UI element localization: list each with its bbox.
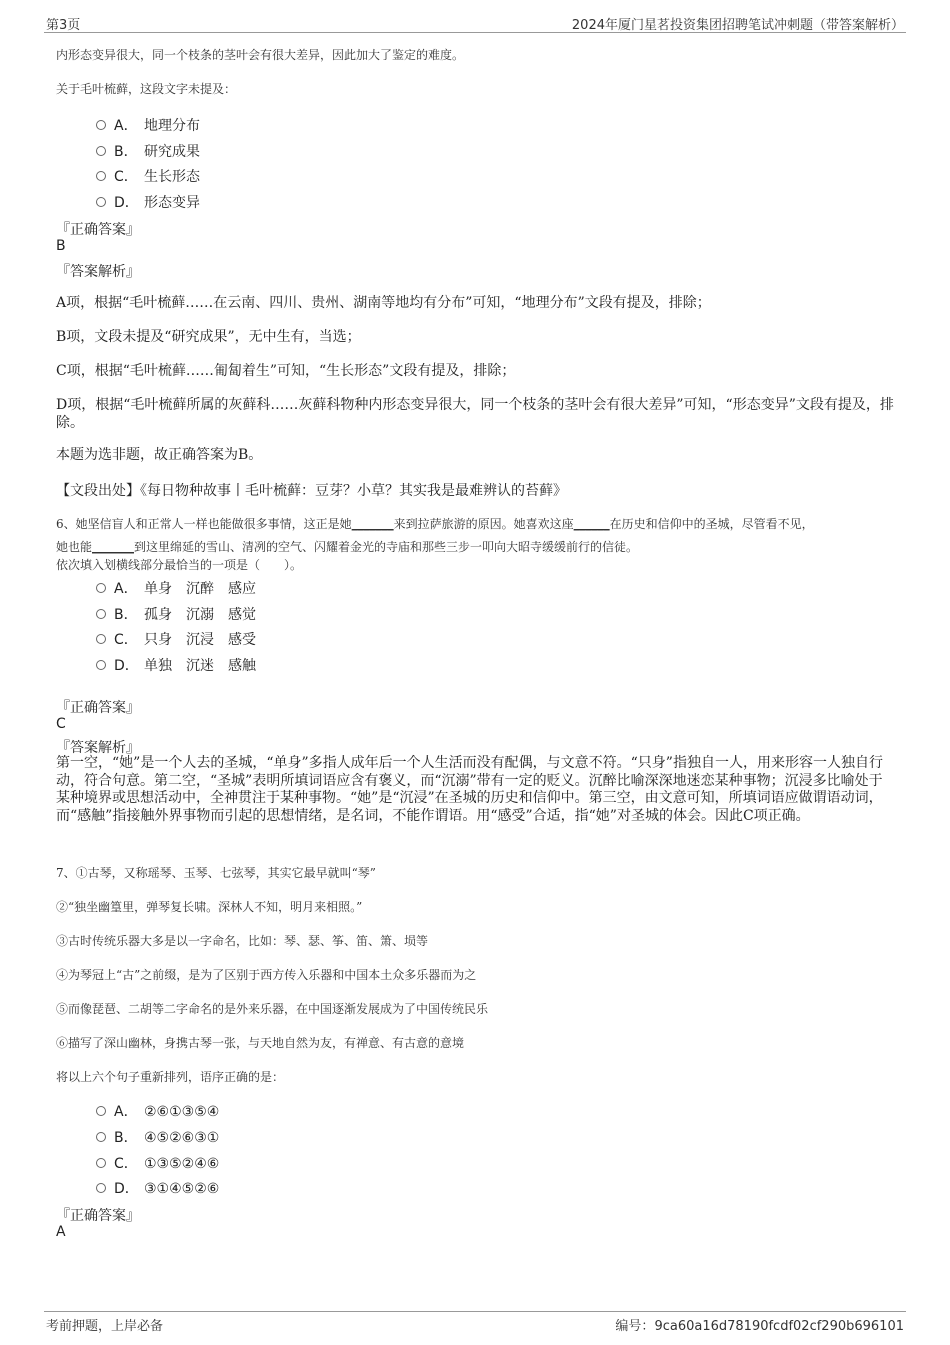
- option-letter: C．: [114, 169, 138, 185]
- q7-sentence-3: ③古时传统乐器大多是以一字命名，比如：琴、瑟、筝、笛、箫、埙等: [56, 934, 429, 948]
- option-letter: B．: [114, 1130, 138, 1146]
- option-text: 只身 沉浸 感受: [144, 632, 256, 648]
- q6-stem-text: 6、她坚信盲人和正常人一样也能做很多事情，这正是她: [56, 517, 352, 531]
- q5-analysis-d: D项，根据“毛叶梳藓所属的灰藓科……灰藓科物种内形态变异很大，同一个枝条的茎叶会有很大差异”可知，“形态变异”文段有提及，排除。: [56, 397, 894, 431]
- q6-stem-text: 她也能: [56, 540, 93, 554]
- option-text: ③①④⑤②⑥: [144, 1181, 220, 1197]
- q7-sentence-2: ②“独坐幽篁里，弹琴复长啸。深林人不知，明月来相照。”: [56, 900, 363, 914]
- q6-answer-label: 『正确答案』: [56, 700, 140, 716]
- q6-stem-line2: [56, 538, 638, 555]
- q6-answer: C: [56, 716, 66, 732]
- q7-answer-label: 『正确答案』: [56, 1208, 140, 1224]
- q7-option-c[interactable]: [96, 1153, 219, 1173]
- q7-sentence-6: ⑥描写了深山幽林，身携古琴一张，与天地自然为友，有禅意、有古意的意境: [56, 1036, 465, 1050]
- q6-analysis-label: 『答案解析』: [56, 740, 140, 756]
- document-title: 2024年厦门星茗投资集团招聘笔试冲刺题（带答案解析）: [571, 18, 904, 33]
- q5-conclusion: 本题为选非题，故正确答案为B。: [56, 447, 263, 463]
- q5-option-a[interactable]: [96, 115, 200, 135]
- q5-option-d[interactable]: [96, 192, 200, 212]
- option-text: 生长形态: [144, 169, 200, 185]
- option-text: ①③⑤②④⑥: [144, 1156, 220, 1172]
- q6-blank-1: _______: [351, 517, 394, 531]
- q5-analysis-label: 『答案解析』: [56, 264, 140, 280]
- q6-stem-line3: 依次填入划横线部分最恰当的一项是（ ）。: [56, 558, 303, 572]
- q6-option-d[interactable]: [96, 655, 256, 675]
- footer-slogan: 考前押题，上岸必备: [46, 1319, 164, 1334]
- q5-analysis-b: B项，文段未提及“研究成果”，无中生有，当选；: [56, 329, 361, 345]
- radio-icon[interactable]: [96, 197, 106, 207]
- q6-stem-text: 到这里绵延的雪山、清冽的空气、闪耀着金光的寺庙和那些三步一叩向大昭寺缓缓前行的信徒。: [134, 540, 639, 554]
- option-letter: D．: [114, 658, 139, 674]
- page-footer: [44, 1311, 906, 1334]
- option-letter: B．: [114, 144, 138, 160]
- q7-option-a[interactable]: [96, 1101, 219, 1121]
- option-letter: D．: [114, 1181, 139, 1197]
- option-text: 单身 沉醉 感应: [144, 581, 256, 597]
- q6-blank-3: _______: [92, 540, 135, 554]
- q5-source: 【文段出处】《每日物种故事丨毛叶梳藓：豆芽？小草？其实我是最难辨认的苔藓》: [56, 483, 567, 499]
- radio-icon[interactable]: [96, 660, 106, 670]
- option-letter: D．: [114, 195, 139, 211]
- q6-stem-text: 来到拉萨旅游的原因。她喜欢这座: [393, 517, 574, 531]
- document-code: [615, 1315, 904, 1334]
- option-letter: C．: [114, 1156, 138, 1172]
- q6-stem-line1: [56, 515, 814, 532]
- q5-stem: 关于毛叶梳藓，这段文字未提及：: [56, 82, 237, 96]
- code-label: 编号：: [615, 1319, 655, 1334]
- q7-sentence-4: ④为琴冠上“古”之前缀，是为了区别于西方传入乐器和中国本土众多乐器而为之: [56, 968, 477, 982]
- q7-stem: 将以上六个句子重新排列，语序正确的是：: [56, 1070, 285, 1084]
- q6-analysis: 第一空，“她”是一个人去的圣城，“单身”多指人成年后一个人生活而没有配偶，与文意不符。“只身”指独自一人，用来形容一人独自行动，符合句意。第二空，“圣城”表明所填词语应含有褒义，而“沉溺”带有一定的贬义。沉醉比喻深深地迷恋某种事物；沉浸多比喻处于某种境界或思想活动中，全神贯注于某种事物。“她”是“沉浸”在圣城的历史和信仰中。第三空，由文意可知，所填词语应做谓语动词，而“感触”指接触外界事物而引起的思想情绪，是名词，不能作谓语。用“感受”合适，指“她”对圣城的体会。因此C项正确。: [56, 755, 883, 824]
- option-letter: B．: [114, 607, 138, 623]
- radio-icon[interactable]: [96, 171, 106, 181]
- q6-blank-2: ______: [573, 517, 610, 531]
- option-letter: A．: [114, 118, 138, 134]
- code-value: 9ca60a16d78190fcdf02cf290b696101: [654, 1319, 904, 1334]
- page-number: 第3页: [46, 18, 81, 33]
- option-letter: A．: [114, 581, 138, 597]
- q5-option-b[interactable]: [96, 141, 200, 161]
- q7-option-d[interactable]: [96, 1178, 219, 1198]
- radio-icon[interactable]: [96, 583, 106, 593]
- option-text: 单独 沉迷 感触: [144, 658, 256, 674]
- q5-analysis-a: A项，根据“毛叶梳藓……在云南、四川、贵州、湖南等地均有分布”可知，“地理分布”文段有提及，排除；: [56, 295, 711, 311]
- q7-sentence-5: ⑤而像琵琶、二胡等二字命名的是外来乐器，在中国逐渐发展成为了中国传统民乐: [56, 1002, 489, 1016]
- page-header: [44, 12, 906, 33]
- q5-answer-label: 『正确答案』: [56, 222, 140, 238]
- q7-answer: A: [56, 1224, 66, 1240]
- radio-icon[interactable]: [96, 1158, 106, 1168]
- q5-option-c[interactable]: [96, 166, 200, 186]
- q6-stem-text: 在历史和信仰中的圣城，尽管看不见，: [609, 517, 814, 531]
- q7-option-b[interactable]: [96, 1127, 219, 1147]
- q6-option-c[interactable]: [96, 629, 256, 649]
- option-letter: C．: [114, 632, 138, 648]
- q5-answer: B: [56, 238, 66, 254]
- radio-icon[interactable]: [96, 120, 106, 130]
- radio-icon[interactable]: [96, 146, 106, 156]
- q5-intro: 内形态变异很大，同一个枝条的茎叶会有很大差异，因此加大了鉴定的难度。: [56, 48, 465, 62]
- option-text: ④⑤②⑥③①: [144, 1130, 220, 1146]
- option-letter: A．: [114, 1104, 138, 1120]
- option-text: 研究成果: [144, 144, 200, 160]
- radio-icon[interactable]: [96, 634, 106, 644]
- option-text: 形态变异: [144, 195, 200, 211]
- radio-icon[interactable]: [96, 1183, 106, 1193]
- radio-icon[interactable]: [96, 1132, 106, 1142]
- radio-icon[interactable]: [96, 609, 106, 619]
- option-text: ②⑥①③⑤④: [144, 1104, 220, 1120]
- radio-icon[interactable]: [96, 1106, 106, 1116]
- q6-option-a[interactable]: [96, 578, 256, 598]
- q7-sentence-1: 7、①古琴，又称瑶琴、玉琴、七弦琴，其实它最早就叫“琴”: [56, 866, 376, 880]
- option-text: 孤身 沉溺 感觉: [144, 607, 256, 623]
- q6-option-b[interactable]: [96, 604, 256, 624]
- q5-analysis-c: C项，根据“毛叶梳藓……匍匐着生”可知，“生长形态”文段有提及，排除；: [56, 363, 516, 379]
- option-text: 地理分布: [144, 118, 200, 134]
